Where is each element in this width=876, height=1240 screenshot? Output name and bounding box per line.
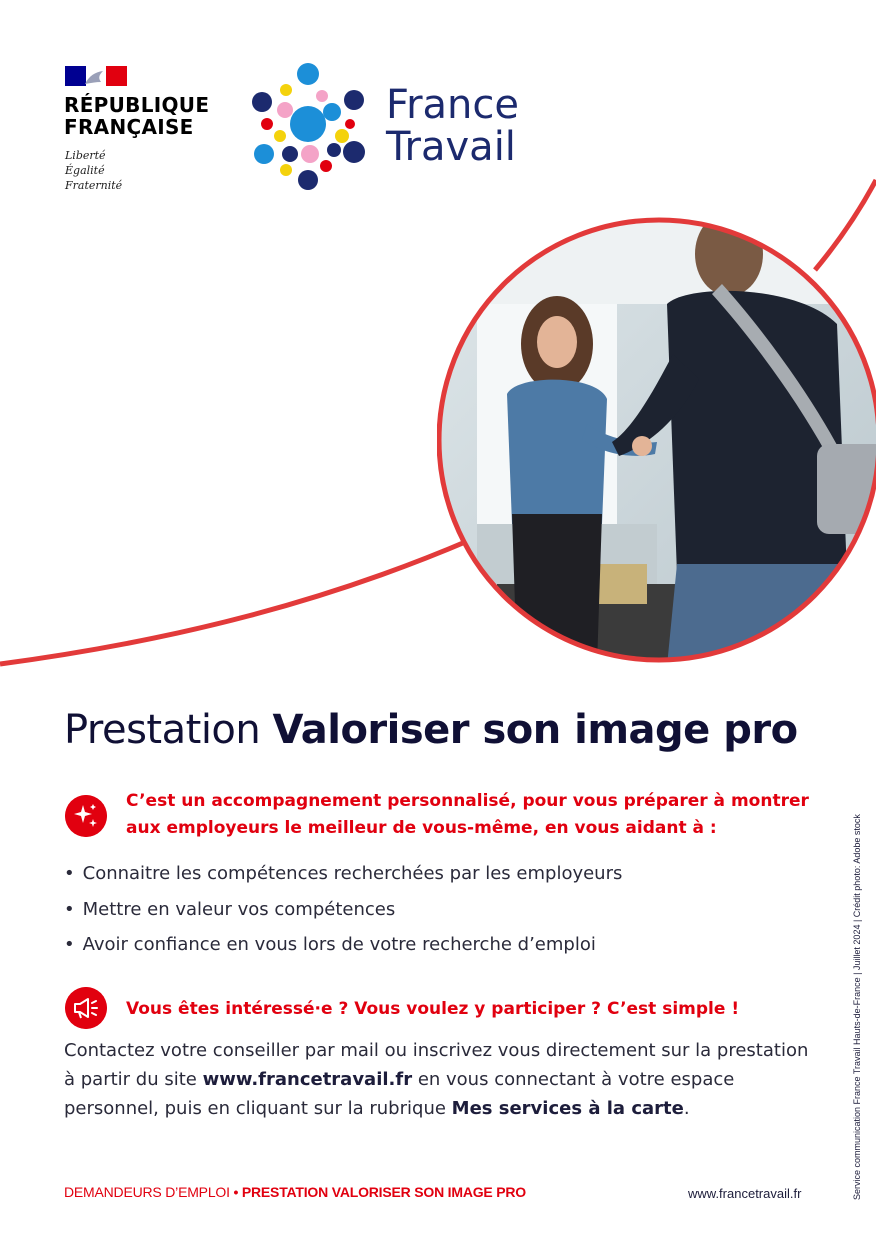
- page-title: [64, 702, 798, 758]
- marianne-flag-icon: [65, 66, 127, 86]
- megaphone-icon: [65, 987, 107, 1029]
- section-intro: C’est un accompagnement personnalisé, pour vous préparer à montrer aux employeurs le meilleur de vous-même, en vous aidant à :: [126, 791, 809, 838]
- title-bold: Valoriser son image pro: [272, 707, 798, 753]
- republic-motto: Liberté Égalité Fraternité: [65, 149, 123, 192]
- participation-heading: Vous êtes intéressé·e ? Vous voulez y participer ? C’est simple !: [126, 999, 740, 1019]
- services-emphasis: Mes services à la carte: [451, 1098, 684, 1119]
- photo-credit: Service communication France Travail Hauts-de-France | Juillet 2024 | Crédit photo: Adobe stock: [852, 814, 862, 1200]
- handshake-photo: [437, 214, 876, 666]
- contact-paragraph: Contactez votre conseiller par mail ou inscrivez vous directement sur la prestation à partir du site www.francetravail.fr en vous connectant à votre espace personnel, puis en cliquant sur la rubrique Mes services à la carte.: [64, 1040, 809, 1119]
- republique-francaise-label: RÉPUBLIQUE FRANÇAISE: [64, 93, 210, 139]
- title-regular: Prestation: [64, 707, 273, 753]
- website-link[interactable]: www.francetravail.fr: [202, 1069, 413, 1090]
- skills-list: [64, 856, 622, 963]
- footer-url[interactable]: www.francetravail.fr: [688, 1186, 802, 1201]
- sparkles-icon: [65, 795, 107, 837]
- list-item: • Connaitre les compétences recherchées par les employeurs: [64, 856, 622, 892]
- list-item: • Avoir confiance en vous lors de votre recherche d’emploi: [64, 927, 622, 963]
- france-travail-wordmark: France Travail: [386, 82, 520, 170]
- france-travail-logo-icon: [250, 62, 370, 192]
- footer-program-label: DEMANDEURS D’EMPLOI • PRESTATION VALORISER SON IMAGE PRO: [64, 1184, 526, 1200]
- list-item: • Mettre en valeur vos compétences: [64, 892, 622, 928]
